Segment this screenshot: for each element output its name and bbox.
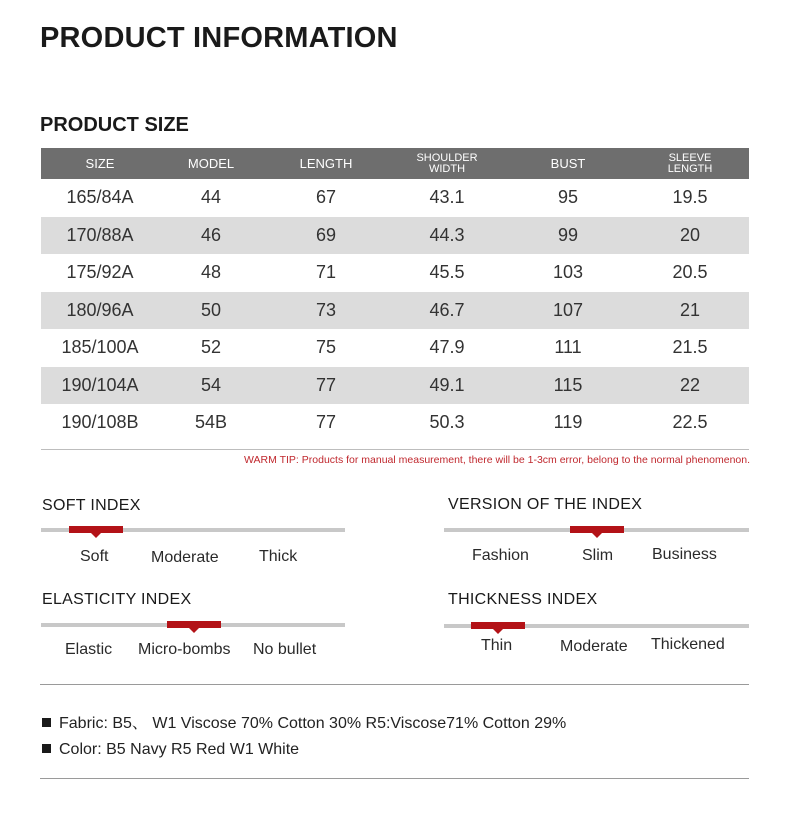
cell-sleeve: 22.5 <box>631 404 749 442</box>
cell-model: 48 <box>159 254 263 292</box>
header-sleeve-line2: LENGTH <box>667 162 713 175</box>
elasticity-index-marker <box>167 621 221 628</box>
cell-bust: 99 <box>505 217 631 255</box>
soft-option-soft: Soft <box>80 548 109 565</box>
warm-tip: WARM TIP: Products for manual measurement, there will be 1-3cm error, belong to the normal phenomenon. <box>244 454 750 466</box>
table-row <box>41 367 749 405</box>
elasticity-option-no-bullet: No bullet <box>253 641 317 658</box>
cell-size: 170/88A <box>41 217 159 255</box>
version-index-title: VERSION OF THE INDEX <box>448 496 643 513</box>
product-size-heading: PRODUCT SIZE <box>40 114 189 136</box>
cell-bust: 119 <box>505 404 631 442</box>
cell-length: 77 <box>263 367 389 405</box>
cell-size: 185/100A <box>41 329 159 367</box>
cell-size: 175/92A <box>41 254 159 292</box>
cell-length: 71 <box>263 254 389 292</box>
header-sleeve-line1: SLEEVE <box>668 151 712 164</box>
soft-option-moderate: Moderate <box>151 549 219 566</box>
table-row <box>41 292 749 330</box>
size-table <box>41 148 749 442</box>
square-bullet-icon <box>42 744 51 753</box>
header-shoulder-line1: SHOULDER <box>416 151 478 164</box>
header-sleeve-length <box>631 148 749 179</box>
cell-model: 46 <box>159 217 263 255</box>
cell-size: 190/108B <box>41 404 159 442</box>
cell-length: 67 <box>263 179 389 217</box>
header-shoulder-width <box>389 148 505 179</box>
divider-bottom <box>40 778 749 779</box>
elasticity-option-elastic: Elastic <box>65 641 113 658</box>
cell-sleeve: 22 <box>631 367 749 405</box>
table-row <box>41 404 749 442</box>
thickness-option-thickened: Thickened <box>651 636 725 653</box>
cell-sleeve: 20 <box>631 217 749 255</box>
table-bottom-rule <box>41 449 749 450</box>
cell-shoulder: 46.7 <box>389 292 505 330</box>
soft-index-title: SOFT INDEX <box>42 497 141 514</box>
cell-length: 75 <box>263 329 389 367</box>
cell-shoulder: 50.3 <box>389 404 505 442</box>
cell-shoulder: 45.5 <box>389 254 505 292</box>
cell-bust: 115 <box>505 367 631 405</box>
table-row <box>41 254 749 292</box>
fabric-line <box>42 710 566 733</box>
cell-bust: 95 <box>505 179 631 217</box>
cell-size: 180/96A <box>41 292 159 330</box>
elasticity-index-title: ELASTICITY INDEX <box>42 591 192 608</box>
thickness-option-thin: Thin <box>481 637 513 654</box>
table-row <box>41 217 749 255</box>
header-bust: BUST <box>505 148 631 179</box>
cell-shoulder: 43.1 <box>389 179 505 217</box>
thickness-index-marker <box>471 622 525 629</box>
cell-model: 44 <box>159 179 263 217</box>
table-row <box>41 179 749 217</box>
cell-bust: 111 <box>505 329 631 367</box>
cell-length: 69 <box>263 217 389 255</box>
version-index-marker <box>570 526 624 533</box>
header-length: LENGTH <box>263 148 389 179</box>
cell-bust: 107 <box>505 292 631 330</box>
thickness-option-moderate: Moderate <box>560 638 628 655</box>
header-size: SIZE <box>41 148 159 179</box>
page-title: PRODUCT INFORMATION <box>40 22 398 54</box>
color-line <box>42 741 299 759</box>
cell-sleeve: 21 <box>631 292 749 330</box>
cell-shoulder: 47.9 <box>389 329 505 367</box>
table-header-row <box>41 148 749 179</box>
cell-model: 54B <box>159 404 263 442</box>
cell-sleeve: 20.5 <box>631 254 749 292</box>
header-shoulder-line2: WIDTH <box>428 162 466 175</box>
square-bullet-icon <box>42 718 51 727</box>
elasticity-option-micro-bombs: Micro-bombs <box>138 641 231 658</box>
cell-model: 50 <box>159 292 263 330</box>
soft-option-thick: Thick <box>259 548 298 565</box>
cell-model: 52 <box>159 329 263 367</box>
cell-length: 77 <box>263 404 389 442</box>
divider-top <box>40 684 749 685</box>
color-text: Color: B5 Navy R5 Red W1 White <box>59 741 300 758</box>
table-row <box>41 329 749 367</box>
cell-sleeve: 19.5 <box>631 179 749 217</box>
cell-size: 165/84A <box>41 179 159 217</box>
fabric-text: Fabric: B5、 W1 Viscose 70% Cotton 30% R5:Viscose71% Cotton 29% <box>59 715 567 732</box>
version-option-fashion: Fashion <box>472 547 529 564</box>
soft-index-marker <box>69 526 123 533</box>
header-model: MODEL <box>159 148 263 179</box>
cell-model: 54 <box>159 367 263 405</box>
cell-shoulder: 49.1 <box>389 367 505 405</box>
cell-length: 73 <box>263 292 389 330</box>
cell-shoulder: 44.3 <box>389 217 505 255</box>
version-option-business: Business <box>652 546 717 563</box>
thickness-index-title: THICKNESS INDEX <box>448 591 598 608</box>
cell-bust: 103 <box>505 254 631 292</box>
cell-size: 190/104A <box>41 367 159 405</box>
cell-sleeve: 21.5 <box>631 329 749 367</box>
version-option-slim: Slim <box>582 547 614 564</box>
